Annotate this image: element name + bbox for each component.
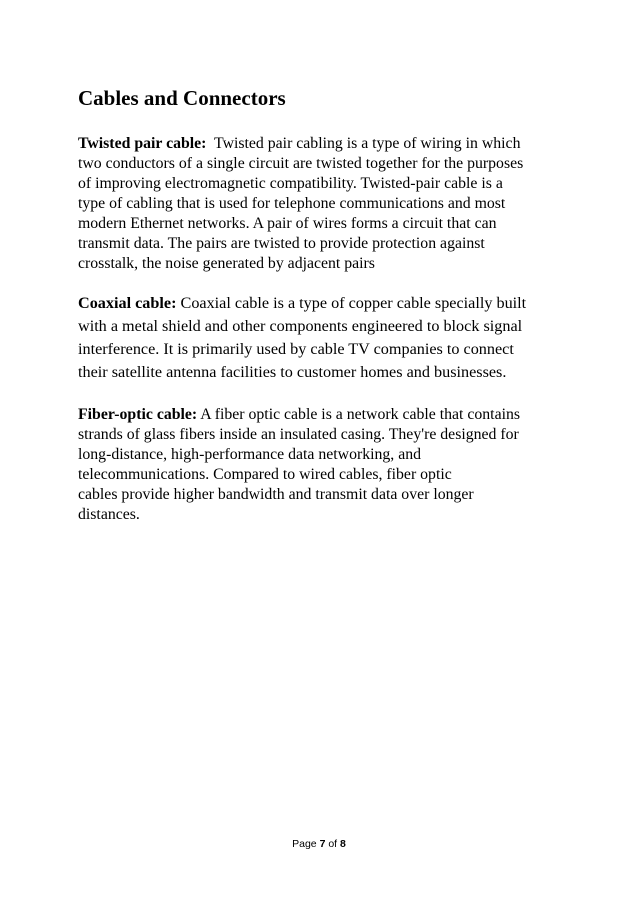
total-page-count: 8 <box>340 838 346 850</box>
paragraph-line <box>78 134 578 154</box>
page-separator: of <box>325 838 341 850</box>
paragraph-line: type of cabling that is used for telephone communications and most <box>78 195 506 212</box>
line-text: Coaxial cable is a type of copper cable specially built <box>176 294 527 312</box>
current-page-number: 7 <box>319 838 326 850</box>
paragraph-line: modern Ethernet networks. A pair of wires forms a circuit that can <box>78 215 497 232</box>
page-heading: Cables and Connectors <box>78 86 286 110</box>
paragraph-line: two conductors of a single circuit are twisted together for the purposes <box>78 155 524 172</box>
paragraph-line: distances. <box>78 506 140 523</box>
paragraph-line: transmit data. The pairs are twisted to provide protection against <box>78 235 485 252</box>
paragraph-line: long-distance, high-performance data networking, and <box>78 446 422 463</box>
paragraph-line: telecommunications. Compared to wired cables, fiber optic <box>78 466 452 483</box>
page-number-footer <box>0 837 638 851</box>
paragraph-twisted-pair <box>78 134 578 274</box>
term-label: Fiber-optic cable: <box>78 406 198 423</box>
paragraph-line <box>78 292 578 315</box>
page-prefix: Page <box>292 838 320 850</box>
term-label: Coaxial cable: <box>78 294 177 312</box>
term-label: Twisted pair cable: <box>78 135 207 152</box>
paragraph-line: crosstalk, the noise generated by adjacent pairs <box>78 255 375 272</box>
paragraph-line: strands of glass fibers inside an insulated casing. They're designed for <box>78 426 519 443</box>
paragraph-line: cables provide higher bandwidth and transmit data over longer <box>78 486 474 503</box>
paragraph-line: interference. It is primarily used by cable TV companies to connect <box>78 340 514 358</box>
line-text: A fiber optic cable is a network cable that contains <box>197 406 521 423</box>
paragraph-line: their satellite antenna facilities to customer homes and businesses. <box>78 363 507 381</box>
paragraph-coaxial <box>78 292 578 384</box>
line-text: Twisted pair cabling is a type of wiring in which <box>206 135 521 152</box>
paragraph-line <box>78 405 578 425</box>
paragraph-line: of improving electromagnetic compatibility. Twisted-pair cable is a <box>78 175 503 192</box>
paragraph-fiber-optic <box>78 405 578 525</box>
paragraph-line: with a metal shield and other components engineered to block signal <box>78 317 523 335</box>
